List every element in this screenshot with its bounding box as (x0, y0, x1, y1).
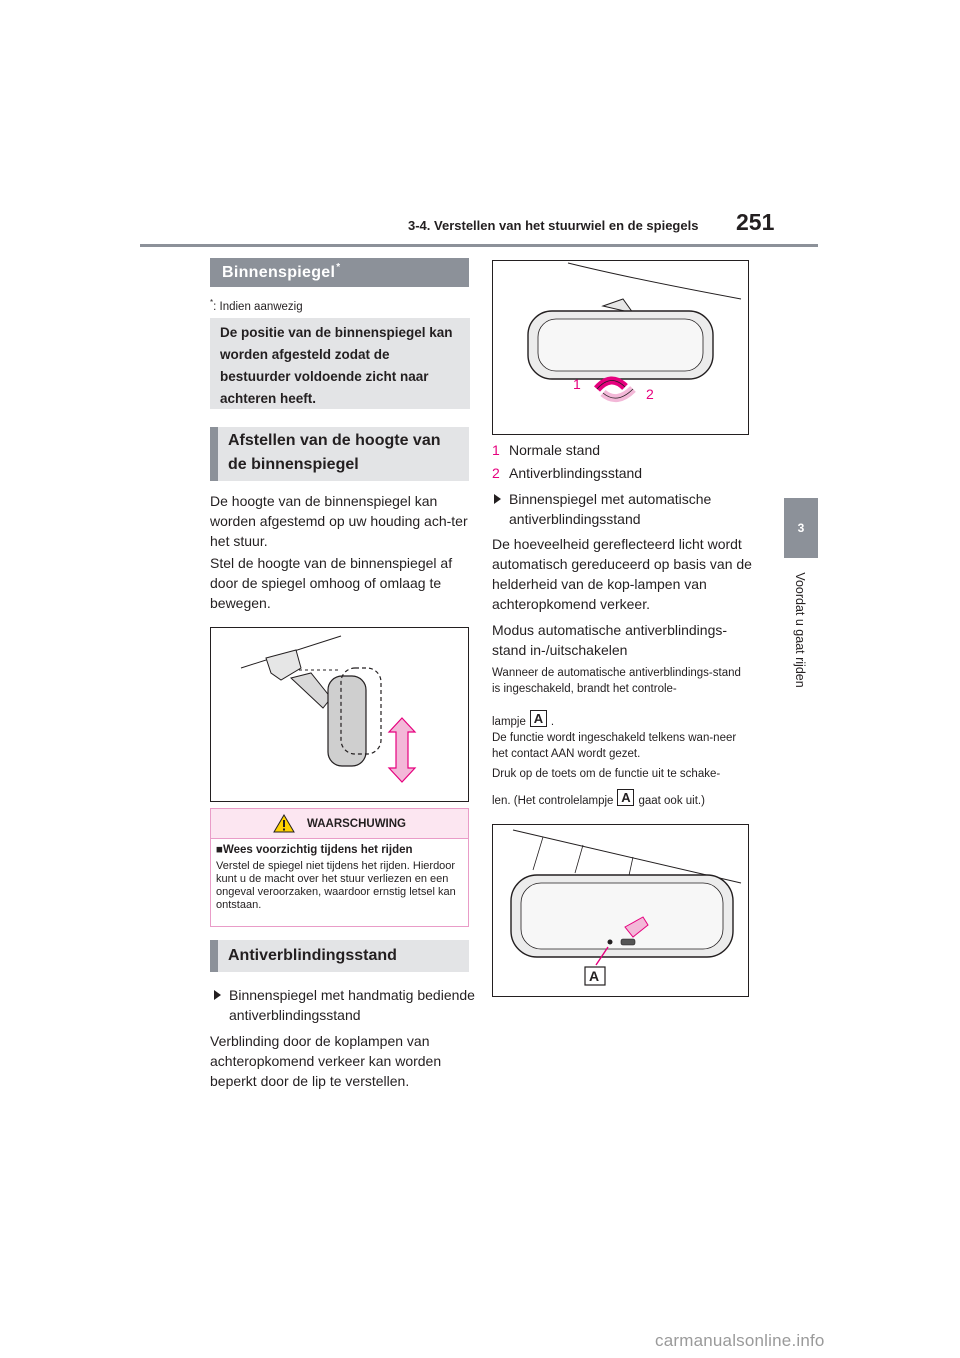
heading-height-adjust: Afstellen van de hoogte van de binnenspiegel (210, 427, 469, 481)
auto-antiglare-item (494, 489, 754, 529)
page-number: 251 (736, 209, 775, 235)
auto-antiglare-paragraph: De hoeveelheid gereflecteerd licht wordt automatisch gereduceerd op basis van de helderheid van de kop-lampen van achteropkomend verkeer. (492, 536, 752, 612)
mirror-lever-drawing (493, 261, 748, 434)
indicator-note-2-pre: lampje (492, 716, 526, 728)
bullet-arrow-icon (494, 494, 501, 504)
position-number: 1 (492, 442, 500, 458)
heading-asterisk: * (336, 262, 341, 273)
indicator-note-5-post: gaat ook uit.) (638, 795, 705, 807)
auto-mirror-illustration (492, 824, 749, 997)
callout-a-label: A (589, 968, 600, 984)
footnote-mark: * (210, 298, 214, 307)
section-title: 3-4. Verstellen van het stuurwiel en de spiegels (408, 218, 699, 233)
indicator-note-5-pre: len. (Het controlelampje (492, 795, 614, 807)
position-text: Antiverblindingsstand (509, 465, 643, 481)
indicator-note-5 (492, 789, 752, 809)
intro-box: De positie van de binnenspiegel kan worden afgesteld zodat de bestuurder voldoende zicht naar achteren heeft. (210, 318, 470, 409)
warning-triangle-icon (273, 814, 295, 833)
watermark: carmanualsonline.info (655, 1331, 825, 1350)
position-item-1 (492, 440, 600, 460)
chapter-title: Voordat u gaat rijden (793, 572, 807, 688)
heading-binnenspiegel-text: Binnenspiegel (222, 263, 336, 281)
warning-header (211, 809, 468, 839)
position-item-2 (492, 463, 642, 483)
mirror-height-illustration (210, 627, 469, 802)
callout-a-inline: A (530, 710, 547, 727)
indicator-note-2 (492, 710, 752, 730)
auto-antiglare-text: Binnenspiegel met automatische antiverblindingsstand (509, 491, 712, 527)
header-rule (140, 244, 818, 247)
footnote-text: : Indien aanwezig (213, 300, 303, 313)
height-paragraph-2: Stel de hoogte van de binnenspiegel af door de spiegel omhoog of omlaag te bewegen. (210, 555, 453, 611)
manual-antiglare-text: Binnenspiegel met handmatig bediende antiverblindingsstand (229, 987, 475, 1023)
manual-antiglare-paragraph: Verblinding door de koplampen van achteropkomend verkeer kan worden beperkt door de lip te verstellen. (210, 1033, 442, 1089)
manual-antiglare-item (214, 985, 476, 1025)
mirror-height-drawing (211, 628, 468, 801)
chapter-tab: 3 (784, 498, 818, 558)
bullet-arrow-icon (214, 990, 221, 1000)
indicator-note-1: Wanneer de automatische antiverblindings-stand is ingeschakeld, brandt het controle- (492, 667, 741, 695)
warning-body: Verstel de spiegel niet tijdens het rijden. Hierdoor kunt u de macht over het stuur verliezen en een ongeval veroorzaken, waardoor ernstig letsel kan ontstaan. (216, 860, 456, 911)
position-text: Normale stand (509, 442, 601, 458)
warning-box (210, 808, 469, 927)
indicator-note-2-post: . (550, 716, 555, 728)
indicator-note-3: De functie wordt ingeschakeld telkens wan-neer het contact AAN wordt gezet. (492, 732, 737, 760)
warning-label: WAARSCHUWING (306, 817, 407, 830)
callout-a-inline: A (617, 789, 634, 806)
fig-label-2: 2 (646, 386, 654, 402)
warning-title: ■Wees voorzichtig tijdens het rijden (216, 844, 413, 856)
footnote (210, 298, 303, 313)
mode-toggle-heading: Modus automatische antiverblindings-stand in-/uitschakelen (492, 622, 728, 658)
indicator-note-4: Druk op de toets om de functie uit te schake- (492, 768, 721, 780)
mirror-lever-illustration (492, 260, 749, 435)
position-number: 2 (492, 465, 500, 481)
auto-mirror-drawing (493, 825, 748, 996)
up-down-arrow-icon (389, 718, 415, 782)
heading-binnenspiegel (210, 258, 469, 287)
height-paragraph-1: De hoogte van de binnenspiegel kan worden afgestemd op uw houding ach-ter het stuur. (210, 493, 468, 549)
fig-label-1: 1 (573, 376, 581, 392)
heading-antiglare: Antiverblindingsstand (210, 940, 469, 972)
